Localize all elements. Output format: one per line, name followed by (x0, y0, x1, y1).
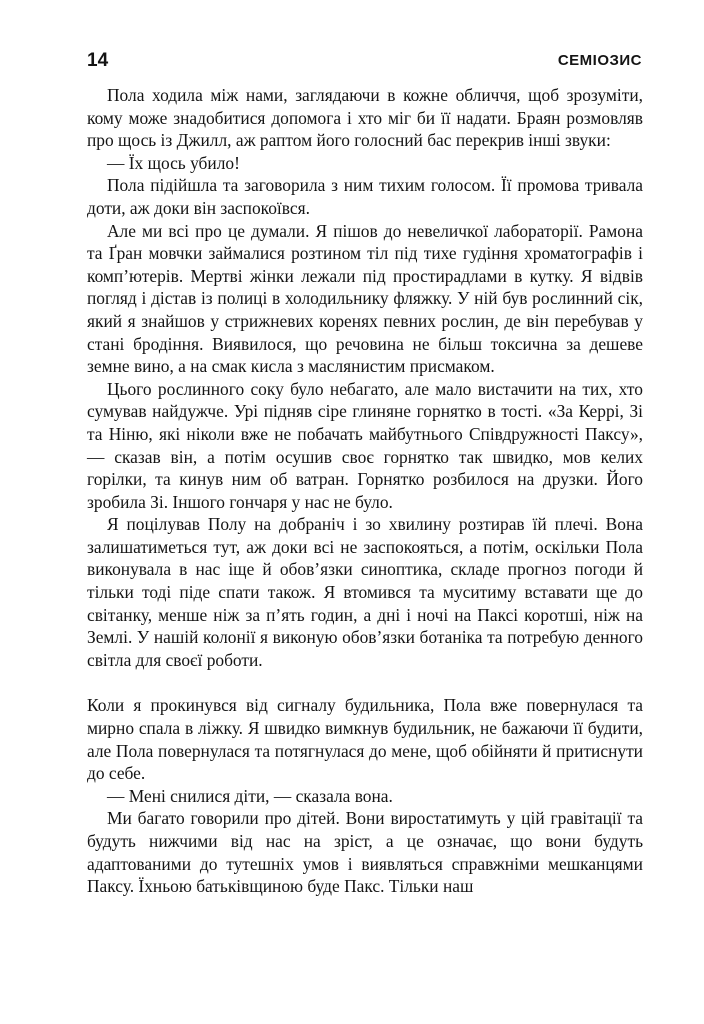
page-number: 14 (87, 50, 109, 71)
section-start-paragraph: Коли я прокинувся від сигналу будильника, Пола вже повернулася та мирно спала в ліжку. Я швидко вимкнув будильник, не бажаючи її будити, але Пола повернулася та потягнулася до мене, щоб обійняти й притиснути до себе. (87, 695, 643, 784)
running-head: СЕМІОЗИС (557, 52, 642, 69)
dialogue-line: — Їх щось убило! (107, 152, 240, 173)
paragraph: Цього рослинного соку було небагато, але мало вистачити на тих, хто сумував найдужче. Урі підняв сіре глиняне горнятко в тості. «За Керрі, Зі та Ніню, які ніколи вже не побачать майбутнього Співдружності Паксу», — сказав він, а потім осушив своє горнятко так швидко, мов келих горілки, та кинув ним об ватран. Горнятко розбилося на друзки. Його зробила Зі. Іншого гончаря у нас не було. (87, 378, 643, 512)
text-body (87, 84, 643, 898)
page-header (87, 50, 642, 74)
dialogue-line: — Мені снилися діти, — сказала вона. (107, 785, 393, 806)
paragraph: Пола ходила між нами, заглядаючи в кожне обличчя, щоб зрозуміти, кому може знадобитися допомога і хто міг би її надати. Браян розмовляв про щось із Джилл, аж раптом його голосний бас перекрив інші звуки: (87, 85, 643, 151)
paragraph: Ми багато говорили про дітей. Вони виростатимуть у цій гравітації та будуть нижчими від нас на зріст, а це означає, що вони будуть адаптованими до тутешніх умов і виявляться справжніми мешканцями Паксу. Їхньою батьківщиною буде Пакс. Тільки наш (87, 808, 643, 897)
paragraph: Пола підійшла та заговорила з ним тихим голосом. Її промова тривала доти, аж доки він заспокоївся. (87, 175, 643, 218)
paragraph: Але ми всі про це думали. Я пішов до невеличкої лабораторії. Рамона та Ґран мовчки займалися розтином тіл під тихе гудіння хроматографів і комп’ютерів. Мертві жінки лежали під простирадлами в кутку. Я відвів погляд і дістав із полиці в холодильнику фляжку. У ній був рослинний сік, який я знайшов у стрижневих коренях певних рослин, де він перебував у стані бродіння. Виявилося, що речовина не більш токсична за дешеве земне вино, а на смак кисла з маслянистим присмаком. (87, 220, 643, 377)
paragraph: Я поцілував Полу на добраніч і зо хвилину розтирав їй плечі. Вона залишатиметься тут, аж доки всі не заспокояться, а потім, оскільки Пола виконувала в нас іще й обов’язки синоптика, складе прогноз погоди й тільки тоді піде спати також. Я втомився та муситиму вставати ще до світанку, менше ніж за п’ять годин, а дні і ночі на Паксі коротші, ніж на Землі. У нашій колонії я виконую обов’язки ботаніка та потребую денного світла для своєї роботи. (87, 514, 643, 670)
